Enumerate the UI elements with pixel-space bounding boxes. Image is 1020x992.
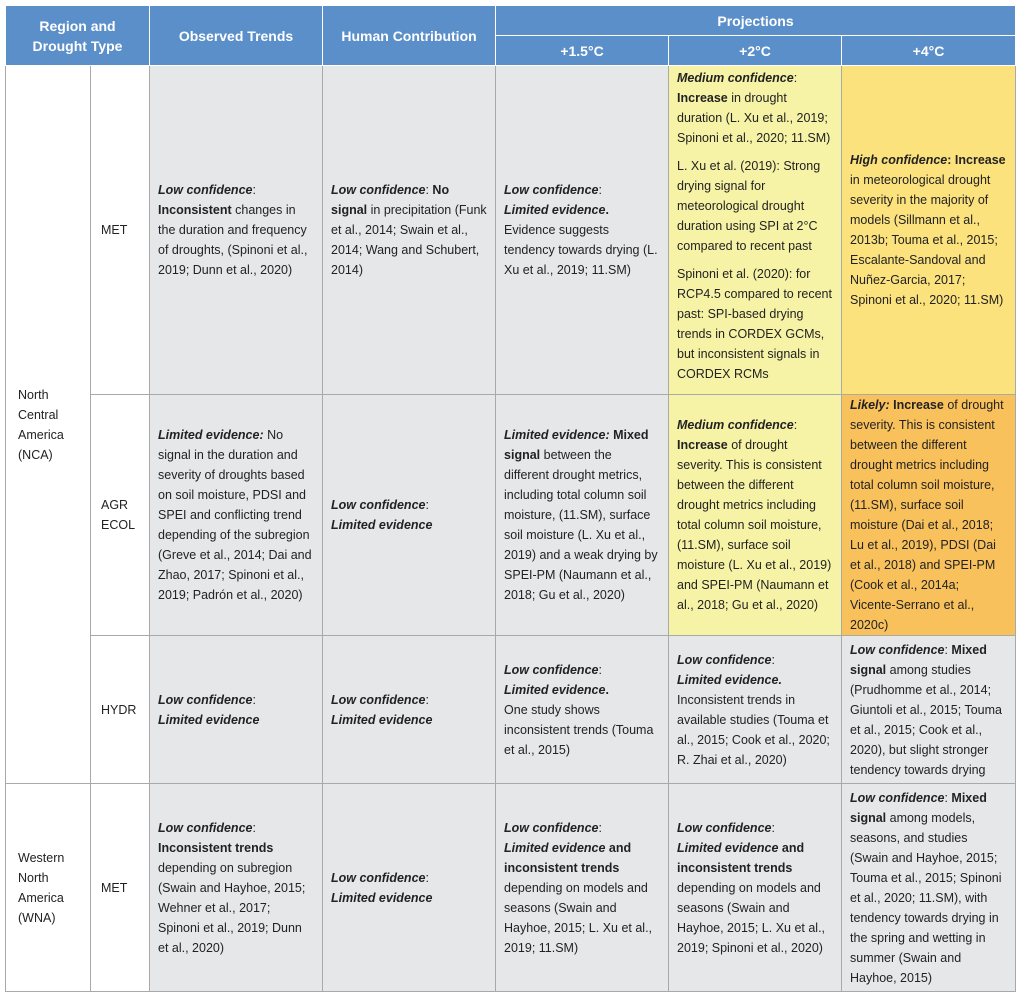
cell-nca-met-1-5c: Low confidence: Limited evidence. Evidence suggests tendency towards drying (L. Xu et al., 2019; 11.SM) [496,66,669,395]
cell-nca-agr-observed: Limited evidence: No signal in the duration and severity of droughts based on soil moisture, PDSI and SPEI and conflicting trend depending of the subregion (Greve et al., 2014; Dai and Zhao, 2017; Spinoni et al., 2019; Padrón et al., 2020) [150,395,323,636]
cell-wna-met-human: Low confidence: Limited evidence [323,784,496,992]
drought-type-agr-ecol: AGR ECOL [91,395,150,636]
row-nca-hydr [6,636,1016,784]
row-nca-agr-ecol [6,395,1016,636]
cell-wna-met-1-5c: Low confidence: Limited evidence and inconsistent trends depending on models and seasons (Swain and Hayhoe, 2015; L. Xu et al., 2019; 11.SM) [496,784,669,992]
cell-wna-met-observed: Low confidence: Inconsistent trends depending on subregion (Swain and Hayhoe, 2015; Wehner et al., 2017; Spinoni et al., 2019; Dunn et al., 2020) [150,784,323,992]
cell-wna-met-2c: Low confidence: Limited evidence and inconsistent trends depending on models and seasons (Swain and Hayhoe, 2015; L. Xu et al., 2019; Spinoni et al., 2020) [669,784,842,992]
header-4c: +4°C [842,36,1016,66]
header-1-5c: +1.5°C [496,36,669,66]
cell-nca-agr-human: Low confidence: Limited evidence [323,395,496,636]
cell-nca-hydr-1-5c: Low confidence: Limited evidence. One study shows inconsistent trends (Touma et al., 2015) [496,636,669,784]
header-2c: +2°C [669,36,842,66]
cell-nca-met-observed: Low confidence: Inconsistent changes in the duration and frequency of droughts, (Spinoni et al., 2019; Dunn et al., 2020) [150,66,323,395]
drought-type-met: MET [91,66,150,395]
para-nca-met-2c-spinoni: Spinoni et al. (2020): for RCP4.5 compared to recent past: SPI-based drying trends in CORDEX GCMs, but inconsistent signals in CORDEX RCMs [677,267,832,381]
para-nca-met-2c-xu: L. Xu et al. (2019): Strong drying signal for meteorological drought duration using SPI at 2°C compared to recent past [677,159,821,253]
cell-nca-agr-4c: Likely: Increase of drought severity. This is consistent between the different drought metrics including total column soil moisture, (11.SM), surface soil moisture (Dai et al., 2018; Lu et al., 2019), PDSI (Dai et al., 2018) and SPEI-PM (Cook et al., 2014a; Vicente-Serrano et al., 2020c) [842,395,1016,636]
cell-nca-hydr-human: Low confidence: Limited evidence [323,636,496,784]
cell-nca-hydr-4c: Low confidence: Mixed signal among studies (Prudhomme et al., 2014; Giuntoli et al., 2015; Touma et al., 2015; Cook et al., 2020), but slight stronger tendency towards drying [842,636,1016,784]
cell-nca-met-4c: High confidence: Increase in meteorological drought severity in the majority of models (Sillmann et al., 2013b; Touma et al., 2015; Escalante-Sandoval and Nuñez-Garcia, 2017; Spinoni et al., 2020; 11.SM) [842,66,1016,395]
para-nca-met-2c-summary: Medium confidence: Increase in drought duration (L. Xu et al., 2019; Spinoni et al., 2020; 11.SM) [677,71,831,145]
row-nca-met [6,66,1016,395]
cell-wna-met-4c: Low confidence: Mixed signal among models, seasons, and studies (Swain and Hayhoe, 2015; Touma et al., 2015; Spinoni et al., 2020; 11.SM), with tendency towards drying in the spring and wetting in summer (Swain and Hayhoe, 2015) [842,784,1016,992]
row-wna-met [6,784,1016,992]
header-row-1 [6,6,1016,36]
cell-nca-met-2c [669,66,842,395]
cell-nca-agr-2c: Medium confidence: Increase of drought severity. This is consistent between the different drought metrics including total column soil moisture, (11.SM), surface soil moisture (L. Xu et al., 2019) and SPEI-PM (Naumann et al., 2018; Gu et al., 2020) [669,395,842,636]
drought-type-wna-met: MET [91,784,150,992]
header-human-contribution: Human Contribution [323,6,496,66]
region-nca: North Central America (NCA) [6,66,91,784]
cell-nca-agr-1-5c: Limited evidence: Mixed signal between the different drought metrics, including total column soil moisture, (11.SM), surface soil moisture (L. Xu et al., 2019) and a weak drying by SPEI-PM (Naumann et al., 2018; Gu et al., 2020) [496,395,669,636]
drought-type-hydr: HYDR [91,636,150,784]
header-observed-trends: Observed Trends [150,6,323,66]
region-wna: Western North America (WNA) [6,784,91,992]
cell-nca-hydr-2c: Low confidence: Limited evidence. Inconsistent trends in available studies (Touma et al., 2015; Cook et al., 2020; R. Zhai et al., 2020) [669,636,842,784]
cell-nca-met-human: Low confidence: No signal in precipitation (Funk et al., 2014; Swain et al., 2014; Wang and Schubert, 2014) [323,66,496,395]
header-region-drought-type: Region and Drought Type [6,6,150,66]
header-projections: Projections [496,6,1016,36]
drought-assessment-table [5,5,1016,992]
cell-nca-hydr-observed: Low confidence: Limited evidence [150,636,323,784]
